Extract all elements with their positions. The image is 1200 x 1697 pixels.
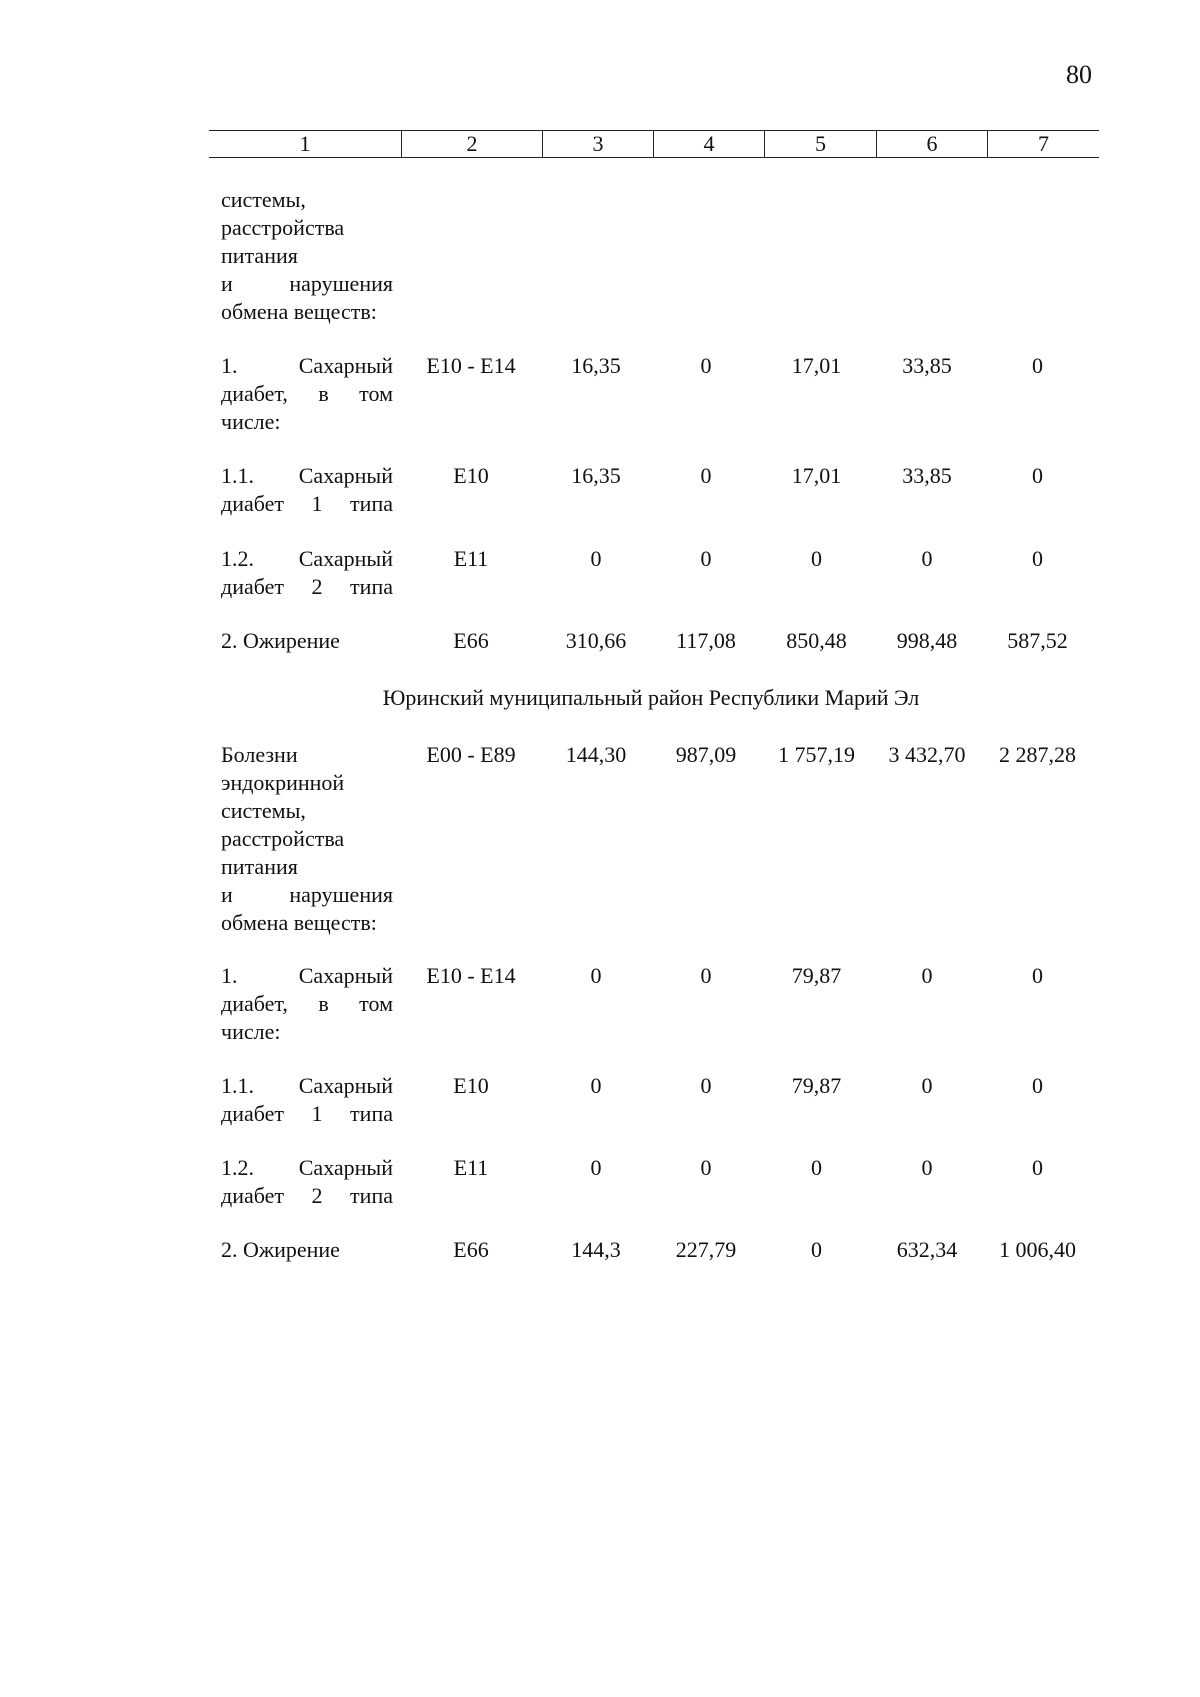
value-col5: 17,01 [791,463,842,488]
value-col7: 0 [1032,1073,1043,1098]
text-line: диабет, в том [221,991,393,1016]
value-col5: 1 757,19 [778,742,855,767]
text-line: 1.1. Сахарный [221,463,393,488]
value-col3: 144,3 [571,1237,621,1262]
icd-code: E11 [453,1155,489,1180]
value-col3: 0 [590,963,602,988]
value-col6: 3 432,70 [888,742,966,767]
icd-code: E66 [453,1237,489,1262]
section-title: Юринский муниципальный район Республики Марий Эл [382,685,920,710]
value-col3: 16,35 [571,353,621,378]
value-col6: 0 [921,1155,933,1180]
text-line: числе: [221,409,281,434]
text-line: 1. Сахарный [221,963,393,988]
text-line: числе: [221,1019,281,1044]
value-col6: 33,85 [902,353,952,378]
icd-code: E10 [453,463,489,488]
row-label [221,1236,393,1264]
value-col5: 79,87 [791,963,842,988]
col-header-3: 3 [543,131,654,158]
value-col4: 0 [700,463,712,488]
text-line: и нарушения [221,271,393,296]
value-col5: 79,87 [791,1073,842,1098]
text-line: питания [221,243,298,268]
text-line: 1.1. Сахарный [221,1073,393,1098]
value-col6: 0 [921,963,933,988]
value-col5: 850,48 [786,628,847,653]
text-line: и нарушения [221,882,393,907]
icd-code: E10 - E14 [426,353,516,378]
value-col4: 0 [700,963,712,988]
value-col7: 2 287,28 [999,742,1076,767]
value-col5: 17,01 [791,353,842,378]
value-col3: 310,66 [565,628,627,653]
text-line: расстройства [221,826,345,851]
value-col5: 0 [811,1155,822,1180]
text-line: диабет 2 типа [221,1183,393,1208]
page-number: 80 [1066,60,1092,89]
icd-code: E66 [453,628,489,653]
text-line: обмена веществ: [221,910,377,935]
value-col5: 0 [811,546,822,571]
col-header-4: 4 [654,131,765,158]
col-header-2: 2 [402,131,543,158]
value-col3: 0 [590,1155,602,1180]
text-line: диабет 2 типа [221,574,393,599]
value-col7: 1 006,40 [999,1237,1076,1262]
value-col3: 0 [590,1073,602,1098]
value-col7: 0 [1032,1155,1043,1180]
column-number-header [209,130,1099,158]
value-col4: 0 [700,353,712,378]
continuation-text [221,186,393,326]
col-header-1: 1 [209,131,402,158]
text-line: диабет 1 типа [221,1101,393,1126]
text-line: 1. Сахарный [221,353,393,378]
icd-code: E10 - E14 [426,963,516,988]
text-line: системы, [221,187,306,212]
value-col5: 0 [811,1237,822,1262]
text-line: 2. Ожирение [221,1237,340,1262]
text-line: питания [221,854,298,879]
value-col4: 227,79 [675,1237,737,1262]
row-label [221,545,393,601]
icd-code: E00 - E89 [426,742,516,767]
col-header-6: 6 [877,131,988,158]
value-col3: 16,35 [571,463,621,488]
row-label [221,741,393,937]
value-col3: 144,30 [565,742,627,767]
value-col7: 587,52 [1007,628,1068,653]
row-label [221,352,393,436]
text-line: диабет, в том [221,381,393,406]
value-col4: 0 [700,546,712,571]
icd-code: E10 [453,1073,489,1098]
row-label [221,462,393,518]
value-col3: 0 [590,546,602,571]
row-label [221,1154,393,1210]
value-col4: 0 [700,1073,712,1098]
value-col6: 33,85 [902,463,952,488]
value-col6: 998,48 [896,628,958,653]
col-header-5: 5 [765,131,877,158]
text-line: системы, [221,798,306,823]
row-label [221,962,393,1046]
value-col6: 632,34 [896,1237,958,1262]
value-col7: 0 [1032,546,1043,571]
row-label [221,1072,393,1128]
value-col7: 0 [1032,353,1043,378]
text-line: эндокринной [221,770,345,795]
row-label [221,627,393,655]
value-col6: 0 [921,1073,933,1098]
text-line: диабет 1 типа [221,491,393,516]
value-col6: 0 [921,546,933,571]
text-line: 2. Ожирение [221,628,340,653]
text-line: обмена веществ: [221,299,377,324]
icd-code: E11 [453,546,489,571]
text-line: 1.2. Сахарный [221,1155,393,1180]
text-line: Болезни [221,742,298,767]
text-line: 1.2. Сахарный [221,546,393,571]
value-col7: 0 [1032,963,1043,988]
value-col4: 0 [700,1155,712,1180]
text-line: расстройства [221,215,345,240]
value-col4: 987,09 [675,742,737,767]
value-col4: 117,08 [676,628,736,653]
col-header-7: 7 [988,131,1100,158]
value-col7: 0 [1032,463,1043,488]
